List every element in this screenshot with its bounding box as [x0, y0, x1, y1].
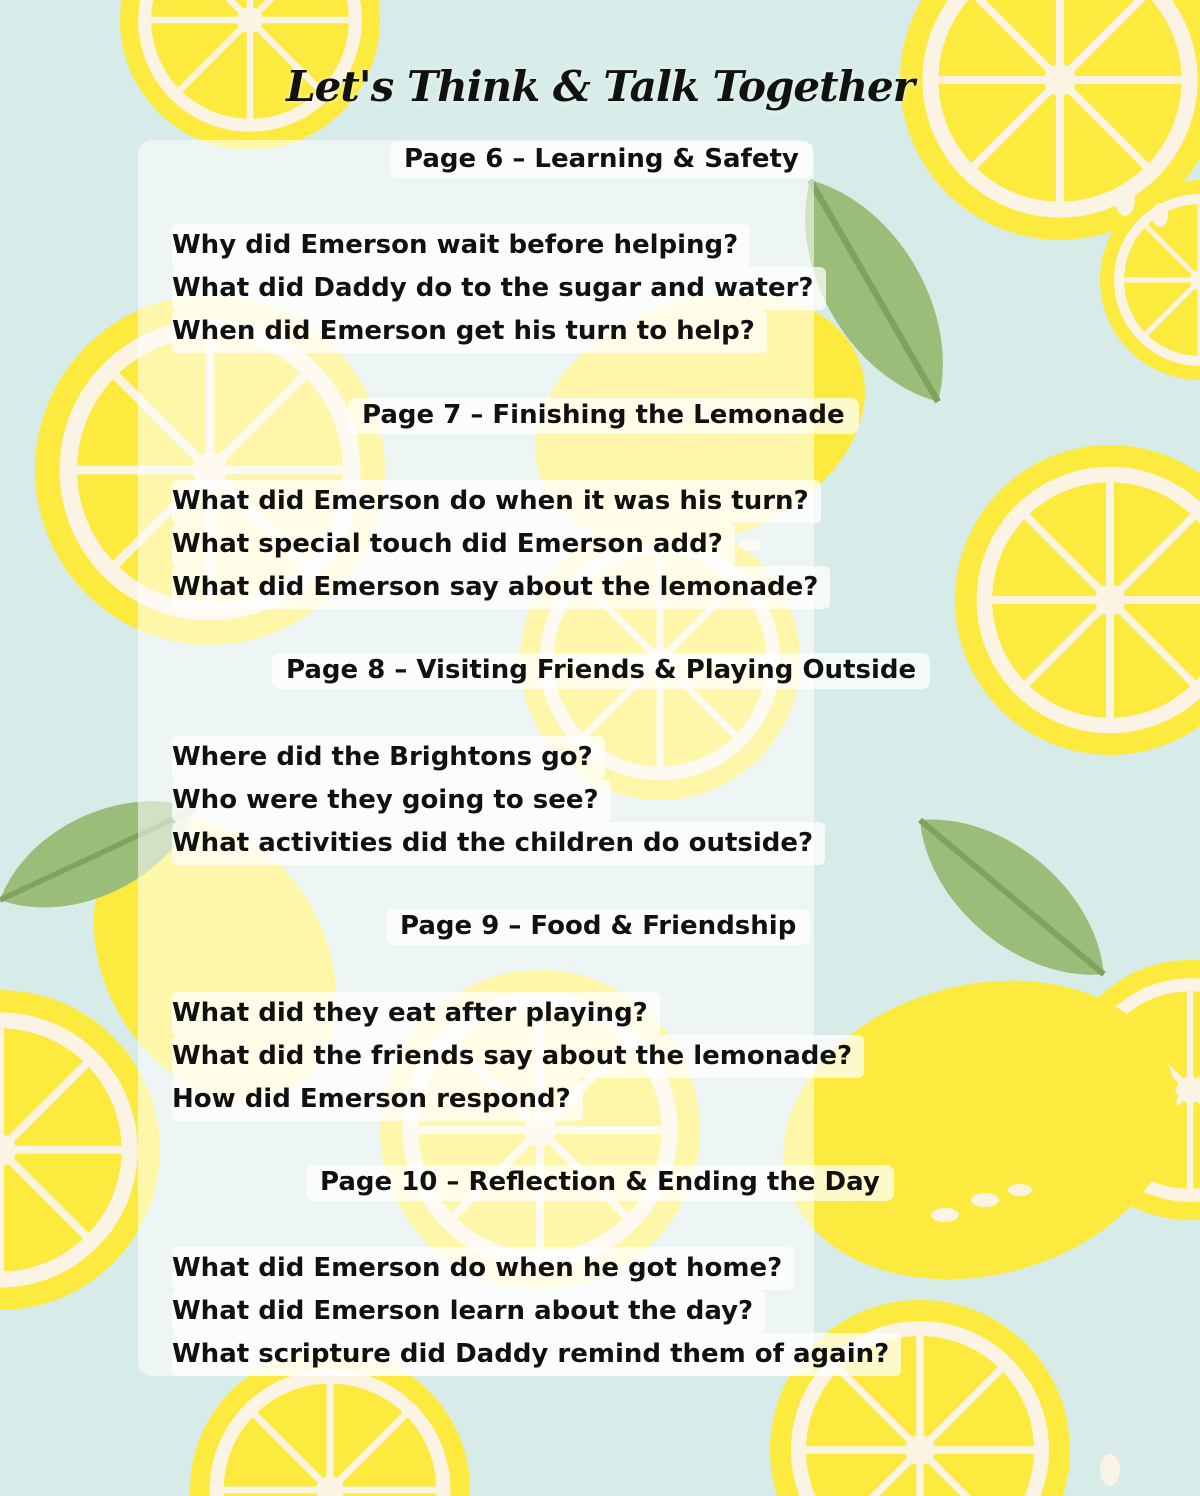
section-heading: Page 9 – Food & Friendship	[386, 909, 810, 945]
question-text: How did Emerson respond?	[172, 1078, 583, 1121]
question-text: What did Emerson do when he got home?	[172, 1247, 794, 1290]
question-text: What did Emerson say about the lemonade?	[172, 566, 830, 609]
question-text: Where did the Brightons go?	[172, 736, 605, 779]
question-text: What did Emerson do when it was his turn?	[172, 480, 821, 523]
question-text: Who were they going to see?	[172, 779, 611, 822]
question-text: Why did Emerson wait before helping?	[172, 224, 750, 267]
question-text: What did Emerson learn about the day?	[172, 1290, 765, 1333]
leaf-icon	[891, 786, 1133, 1009]
question-text: What did the friends say about the lemonade?	[172, 1035, 864, 1078]
question-text: What did Daddy do to the sugar and water?	[172, 267, 826, 310]
question-text: What activities did the children do outside?	[172, 822, 825, 865]
question-text: What scripture did Daddy remind them of again?	[172, 1333, 901, 1376]
section-heading: Page 7 – Finishing the Lemonade	[348, 398, 859, 434]
page-title: Let's Think & Talk Together	[286, 62, 914, 111]
section-heading: Page 6 – Learning & Safety	[390, 142, 813, 178]
question-text: What did they eat after playing?	[172, 992, 660, 1035]
question-text: What special touch did Emerson add?	[172, 523, 735, 566]
lemon-slice-icon	[955, 445, 1200, 755]
lemon-slice-icon	[770, 1300, 1070, 1496]
question-text: When did Emerson get his turn to help?	[172, 310, 767, 353]
section-heading: Page 8 – Visiting Friends & Playing Outside	[272, 653, 930, 689]
section-heading: Page 10 – Reflection & Ending the Day	[306, 1165, 894, 1201]
